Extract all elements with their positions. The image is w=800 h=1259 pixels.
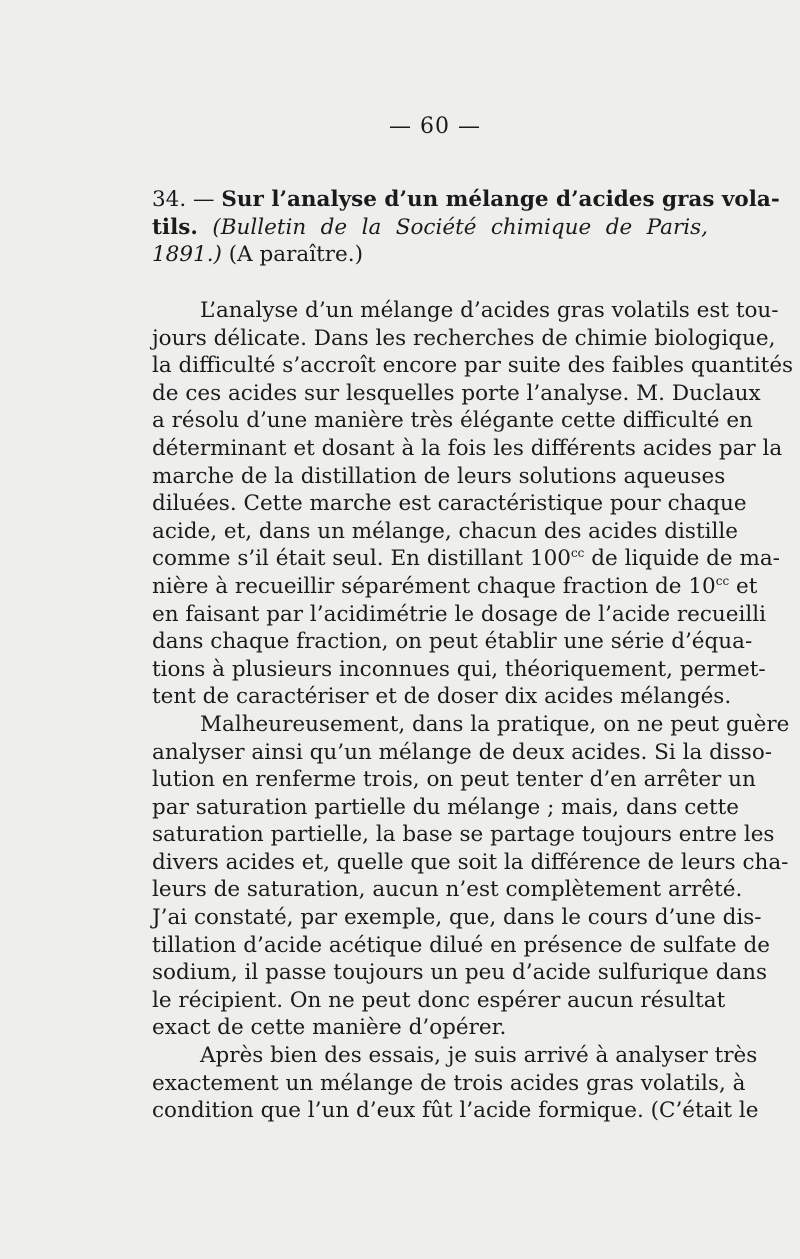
text-line: tent de caractériser et de doser dix acides mélangés. [152, 684, 732, 710]
text-line: leurs de saturation, aucun n’est complètement arrêté. [152, 877, 743, 903]
entry-title-part-1: Sur l’analyse d’un mélange d’acides gras vola- [221, 187, 780, 212]
text-segment: de liquide de ma- [591, 546, 780, 572]
text-line: jours délicate. Dans les recherches de chimie biologique, [152, 325, 776, 351]
body-text [152, 297, 794, 1125]
paragraph-2 [152, 711, 790, 1042]
entry-status: (A paraître.) [228, 242, 363, 268]
text-line-with-unit [152, 545, 780, 573]
entry-heading-line-1 [152, 186, 780, 214]
text-line: diluées. Cette marche est caractéristique pour chaque [152, 491, 747, 517]
text-line: exactement un mélange de trois acides gras volatils, à [152, 1070, 746, 1096]
text-segment: et [736, 573, 758, 599]
text-line: lution en renferme trois, on peut tenter d’en arrêter un [152, 767, 756, 793]
text-line: Malheureusement, dans la pratique, on ne peut guère [200, 711, 790, 737]
text-line: de ces acides sur lesquelles porte l’analyse. M. Duclaux [152, 380, 761, 406]
text-line: déterminant et dosant à la fois les différents acides par la [152, 435, 783, 461]
entry-heading-line-3 [152, 241, 708, 269]
text-line: marche de la distillation de leurs solutions aqueuses [152, 463, 726, 489]
text-line: J’ai constaté, par exemple, que, dans le cours d’une dis- [152, 905, 762, 931]
text-line: exact de cette manière d’opérer. [152, 1015, 507, 1041]
text-segment: comme s’il était seul. En distillant 100 [152, 546, 571, 572]
text-line: par saturation partielle du mélange ; mais, dans cette [152, 794, 740, 820]
entry-number: 34. — [152, 187, 215, 212]
paragraph-3 [152, 1042, 759, 1125]
text-line: tillation d’acide acétique dilué en présence de sulfate de [152, 932, 770, 958]
text-line: condition que l’un d’eux fût l’acide formique. (C’était le [152, 1098, 759, 1124]
text-line: L’analyse d’un mélange d’acides gras volatils est tou- [200, 298, 779, 323]
text-line: saturation partielle, la base se partage toujours entre les [152, 822, 775, 848]
paragraph-1 [152, 297, 794, 711]
entry-source: (Bulletin de la Société chimique de Paris, [212, 214, 708, 240]
text-line: divers acides et, quelle que soit la différence de leurs cha- [152, 849, 789, 875]
unit-superscript: cc [570, 546, 585, 561]
entry-heading-line-2 [152, 214, 708, 242]
text-line: en faisant par l’acidimétrie le dosage de l’acide recueilli [152, 601, 766, 627]
text-line: tions à plusieurs inconnues qui, théoriquement, permet- [152, 656, 766, 682]
text-line: le récipient. On ne peut donc espérer aucun résultat [152, 987, 726, 1013]
entry-heading [152, 186, 780, 269]
text-line: a résolu d’une manière très élégante cette difficulté en [152, 408, 753, 434]
text-line: dans chaque fraction, on peut établir une série d’équa- [152, 629, 753, 655]
text-line-with-unit [152, 573, 758, 601]
text-line: Après bien des essais, je suis arrivé à analyser très [200, 1043, 758, 1069]
text-line: la difficulté s’accroît encore par suite des faibles quantités [152, 353, 794, 379]
unit-superscript: cc [715, 573, 730, 588]
text-segment: nière à recueillir séparément chaque fraction de 10 [152, 573, 716, 599]
page-number: — 60 — [389, 114, 481, 139]
entry-title-part-2: tils. [152, 214, 198, 240]
text-line: sodium, il passe toujours un peu d’acide sulfurique dans [152, 960, 768, 986]
entry-source-year: 1891.) [152, 242, 222, 268]
text-line: acide, et, dans un mélange, chacun des acides distille [152, 518, 738, 544]
text-line: analyser ainsi qu’un mélange de deux acides. Si la disso- [152, 739, 773, 765]
